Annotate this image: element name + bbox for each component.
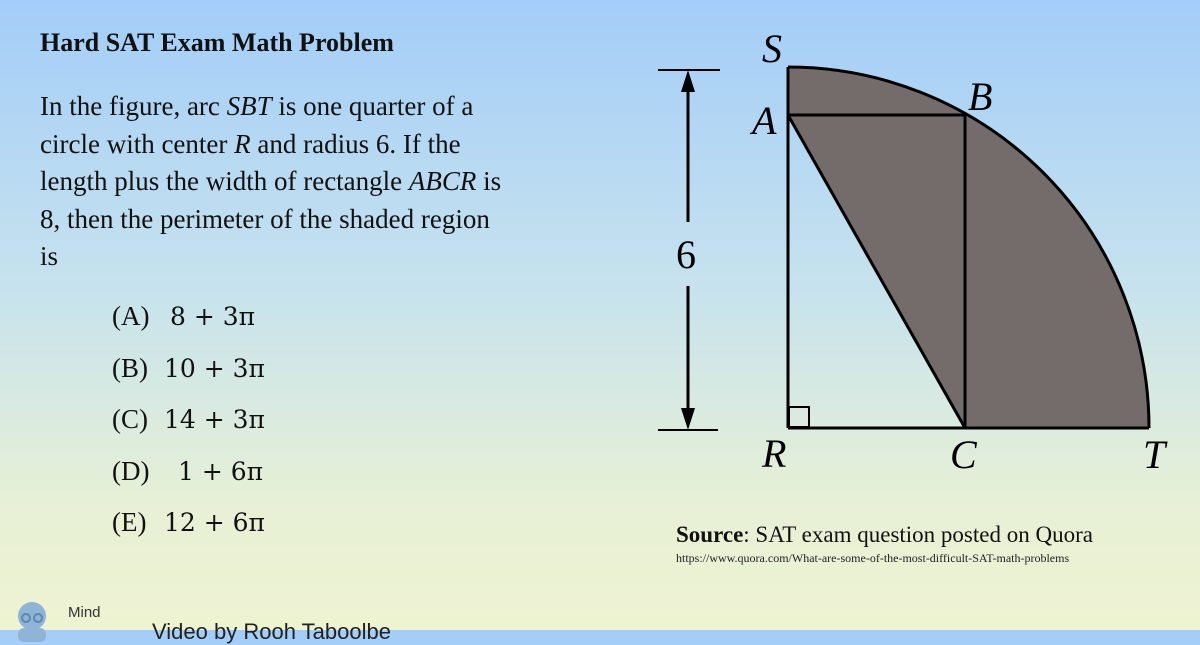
label-r: R — [762, 431, 787, 476]
source-credit — [676, 522, 1093, 548]
shaded-region — [788, 67, 1149, 428]
choice-answer: 14 + 3π — [164, 405, 265, 434]
label-b: B — [968, 74, 993, 119]
source-label: Source — [676, 522, 744, 547]
choice-label: (D) — [112, 455, 150, 486]
source-url: https://www.quora.com/What-are-some-of-the-most-difficult-SAT-math-problems — [676, 551, 1070, 565]
footer-credit: Video by Rooh Taboolbe — [152, 619, 391, 644]
dimension-arrow-up — [681, 70, 695, 92]
problem-line-5: is — [40, 241, 59, 271]
label-c: C — [950, 432, 977, 477]
choice-answer: 8 + 3π — [170, 302, 256, 331]
problem-line-3: length plus the width of rectangle ABCR is — [40, 166, 502, 196]
dimension-arrow-down — [681, 408, 695, 430]
problem-line-2: circle with center R and radius 6. If the — [40, 128, 461, 159]
choice-label: (A) — [112, 301, 150, 331]
problem-line-4: 8, then the perimeter of the shaded region — [40, 203, 490, 234]
choice-label: (E) — [112, 507, 147, 537]
choice-label: (C) — [112, 404, 148, 434]
choice-label: (B) — [112, 352, 148, 383]
right-angle-marker — [789, 407, 809, 427]
brand-name: Mind — [68, 604, 101, 621]
choice-answer: 10 + 3π — [164, 353, 265, 383]
problem-line-1: In the figure, arc SBT is one quarter of a — [40, 91, 474, 121]
brand-logo-icon — [10, 598, 54, 642]
choice-answer: 12 + 6π — [164, 508, 265, 537]
choice-answer: 1 + 6π — [178, 456, 264, 486]
label-t: T — [1143, 432, 1166, 477]
label-s: S — [762, 26, 782, 71]
label-a: A — [752, 98, 777, 143]
source-text: : SAT exam question posted on Quora — [743, 522, 1093, 547]
page-title: Hard SAT Exam Math Problem — [40, 28, 394, 57]
dimension-label: 6 — [676, 232, 696, 277]
